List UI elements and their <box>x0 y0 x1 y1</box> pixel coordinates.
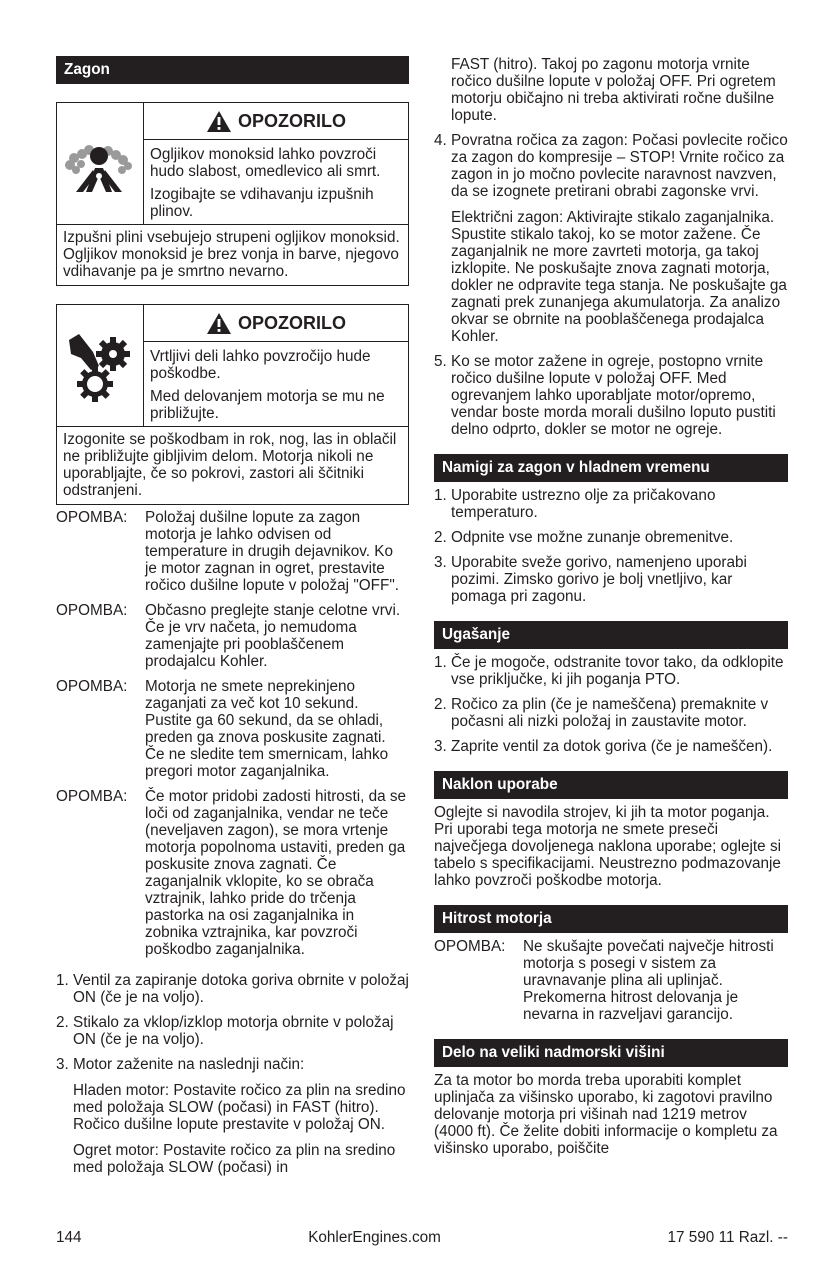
warm-engine-text: Ogret motor: Postavite ročico za plin na sredino med položaja SLOW (počasi) in <box>73 1142 396 1176</box>
warning-body: Izogonite se poškodbam in rok, nog, las in oblačil ne približujte gibljivim delom. Motorja nikoli ne uporabljajte, če so pokrovi, zastori ali ščitniki odstranjeni. <box>63 431 397 499</box>
warning-title: OPOZORILO <box>144 305 408 342</box>
list-item: 2. Ročico za plin (če je nameščena) premaknite v počasni ali nizki položaj in zaustavite motor. <box>434 696 769 730</box>
list-item: 1. Uporabite ustrezno olje za pričakovano temperaturo. <box>434 487 716 521</box>
note: OPOMBA: Ne skušajte povečati največje hitrosti motorja s posegi v sistem za uravnavanje plina ali uplinjač. Prekomerna hitrost delovanja je nevarna in razveljavi garancijo. <box>434 938 774 1023</box>
section-heading-engine-speed: Hitrost motorja <box>434 905 788 933</box>
footer-website: KohlerEngines.com <box>308 1229 441 1246</box>
section-heading-shutdown: Ugašanje <box>434 621 788 649</box>
warning-box-rotating-parts <box>56 304 409 505</box>
warning-triangle-icon <box>206 110 232 133</box>
cold-engine-text: Hladen motor: Postavite ročico za plin na sredino med položaja SLOW (počasi) in FAST (hitro). Ročico dušilne lopute prestavite v položaj ON. <box>73 1082 406 1133</box>
warning-message: Izogibajte se vdihavanju izpušnih plinov. <box>150 186 374 220</box>
section-heading-high-altitude: Delo na veliki nadmorski višini <box>434 1039 788 1067</box>
altitude-text: Za ta motor bo morda treba uporabiti komplet uplinjača za višinsko uporabo, ki zagotovi pravilno delovanje motorja pri višinah nad 1219 metrov (4000 ft). Če želite dobiti informacije o kompletu za višinsko uporabo, poiščite <box>434 1072 778 1157</box>
warning-body: Izpušni plini vsebujejo strupeni ogljikov monoksid. Ogljikov monoksid je brez vonja in barve, njegovo vdihavanje pa je smrtno nevarno. <box>63 229 400 280</box>
warning-title: OPOZORILO <box>144 103 408 140</box>
note: OPOMBA: Motorja ne smete neprekinjeno zaganjati za več kot 10 sekund. Pustite ga 60 sekund, da se ohladi, preden ga znova poskusite zagnati. Če ne sledite tem smernicam, lahko pregori motor zaganjalnika. <box>56 678 389 780</box>
warning-message: Med delovanjem motorja se mu ne približujte. <box>150 388 385 422</box>
note: OPOMBA: Položaj dušilne lopute za zagon motorja je lahko odvisen od temperature in drugih dejavnikov. Ko je motor zagnan in ogret, prestavite ročico dušilne lopute v položaj "OFF". <box>56 509 400 594</box>
section-heading-cold-weather: Namigi za zagon v hladnem vremenu <box>434 454 788 482</box>
warning-box-carbon-monoxide <box>56 102 409 286</box>
note: OPOMBA: Če motor pridobi zadosti hitrosti, da se loči od zaganjalnika, vendar ne teče (neveljaven zagon), se mora vrtenje motorja popolnoma ustaviti, preden ga poskusite znova zagnati. Če zaganjalnik vklopite, ko se obrača vztrajnik, lahko pride do trčenja pastorka na osi zaganjalnika in zobnika vztrajnika, kar povzroči poškodbo zaganjalnika. <box>56 788 407 958</box>
page-footer <box>56 1229 788 1246</box>
right-column <box>434 56 788 1157</box>
slope-text: Oglejte si navodila strojev, ki jih ta motor poganja. Pri uporabi tega motorja ne smete preseči največjega dovoljenega naklona uporabe; oglejte si tabelo s specifikacijami. Neustrezno podmazovanje lahko povzroči poškodbe motorja. <box>434 804 781 889</box>
list-item: 3. Zaprite ventil za dotok goriva (če je nameščen). <box>434 738 773 755</box>
continued-text: FAST (hitro). Takoj po zagonu motorja vrnite ročico dušilne lopute v položaj OFF. Pri ogretem motorju običajno ni treba aktivirati ročne dušilne lopute. <box>451 56 776 124</box>
list-item: 2. Odpnite vse možne zunanje obremenitve. <box>434 529 734 546</box>
warning-message: Vrtljivi deli lahko povzročijo hude poškodbe. <box>150 348 371 382</box>
rotating-parts-icon <box>57 305 144 426</box>
list-item: 1. Ventil za zapiranje dotoka goriva obrnite v položaj ON (če je na voljo). <box>56 972 409 1006</box>
carbon-monoxide-icon <box>57 103 144 224</box>
warning-message: Ogljikov monoksid lahko povzroči hudo slabost, omedlevico ali smrt. <box>150 146 381 180</box>
warning-triangle-icon <box>206 312 232 335</box>
list-item: 5. Ko se motor zažene in ogreje, postopno vrnite ročico dušilne lopute v položaj OFF. Med ogrevanjem lahko uporabljate motor/opremo, vendar boste morda morali dušilno loputo pustiti delno odprto, dokler se motor ne ogreje. <box>434 353 776 438</box>
electric-start-text: Električni zagon: Aktivirajte stikalo zaganjalnika. Spustite stikalo takoj, ko se motor zažene. Če zaganjalnik ne more zavrteti motorja, ga takoj izklopite. Ne poskušajte znova zagnati motorja, dokler ne odpravite tega stanja. Ne poskušajte ga zagnati prek zunanjega akumulatorja. Za analizo okvar se obrnite na pooblaščenega prodajalca Kohler. <box>451 209 787 345</box>
list-item: 3. Uporabite sveže gorivo, namenjeno uporabi pozimi. Zimsko gorivo je bolj vnetljivo, kar pomaga pri zagonu. <box>434 554 747 605</box>
section-heading-zagon: Zagon <box>56 56 409 84</box>
list-item: 4. Povratna ročica za zagon: Počasi povlecite ročico za zagon do kompresije – STOP! Vrnite ročico za zagon in jo močno povlecite naravnost navzven, da se izognete pretirani obrabi zagonske vrvi. <box>434 132 788 200</box>
page-number: 144 <box>56 1229 82 1246</box>
note: OPOMBA: Občasno preglejte stanje celotne vrvi. Če je vrv načeta, jo nemudoma zamenjajte pri pooblaščenem prodajalcu Kohler. <box>56 602 401 670</box>
document-number: 17 590 11 Razl. -- <box>667 1229 788 1246</box>
section-heading-slope: Naklon uporabe <box>434 771 788 799</box>
list-item: 2. Stikalo za vklop/izklop motorja obrnite v položaj ON (če je na voljo). <box>56 1014 394 1048</box>
list-item: 3. Motor zaženite na naslednji način: <box>56 1056 305 1073</box>
left-column <box>56 56 409 1176</box>
list-item: 1. Če je mogoče, odstranite tovor tako, da odklopite vse priključke, ki jih poganja PTO. <box>434 654 784 688</box>
